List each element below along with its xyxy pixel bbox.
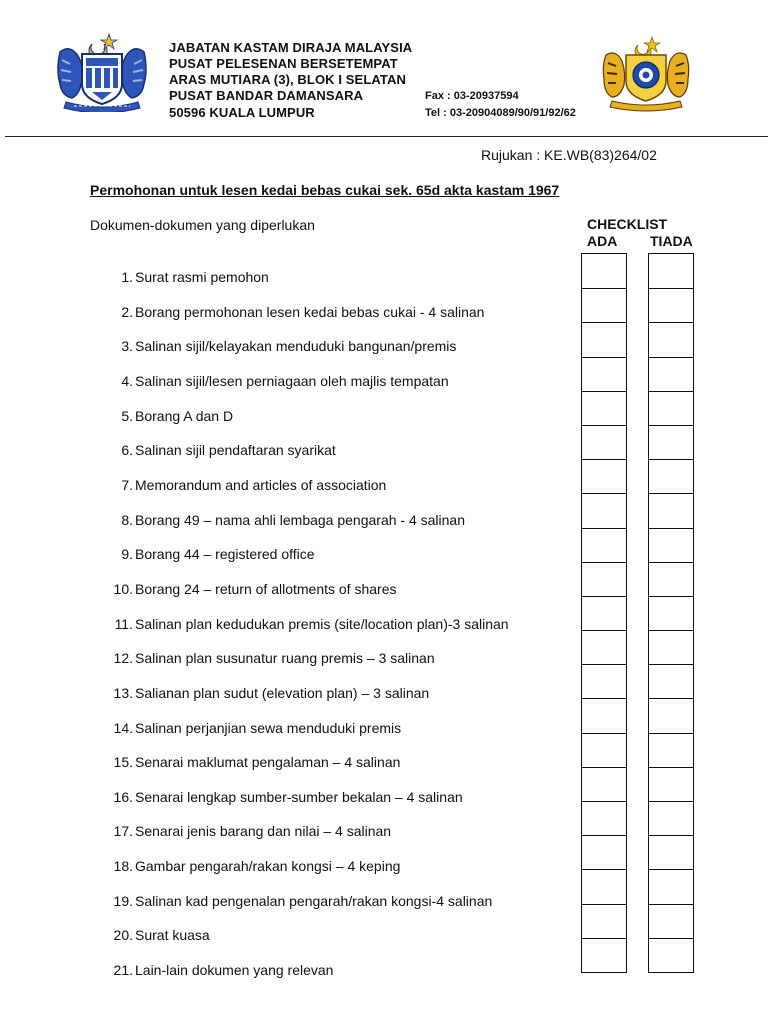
checkbox-tiada[interactable]	[649, 357, 693, 391]
list-item-number: 13.	[113, 684, 133, 701]
list-item	[121, 407, 234, 424]
column-header-tiada: TIADA	[650, 233, 693, 249]
checkbox-tiada[interactable]	[649, 528, 693, 562]
list-item	[113, 927, 210, 944]
checkbox-tiada[interactable]	[649, 869, 693, 903]
list-item-text: Surat kuasa	[135, 927, 210, 944]
checkbox-ada[interactable]	[582, 869, 626, 903]
checkbox-column-ada	[581, 253, 627, 973]
checkbox-ada[interactable]	[582, 801, 626, 835]
list-item-number: 6.	[121, 442, 133, 459]
list-item-number: 16.	[113, 788, 133, 805]
checkbox-ada[interactable]	[582, 322, 626, 356]
checkbox-tiada[interactable]	[649, 938, 693, 972]
checkbox-ada[interactable]	[582, 493, 626, 527]
checkbox-tiada[interactable]	[649, 596, 693, 630]
list-item-number: 12.	[113, 650, 133, 667]
list-item-text: Senarai lengkap sumber-sumber bekalan – 4 salinan	[135, 788, 463, 805]
list-item-number: 18.	[113, 858, 133, 874]
list-item	[121, 476, 387, 493]
checkbox-ada[interactable]	[582, 733, 626, 767]
list-item-text: Borang A dan D	[135, 407, 234, 424]
list-item	[113, 892, 493, 909]
list-item-text: Senarai jenis barang dan nilai – 4 salinan	[135, 823, 392, 840]
list-item	[113, 580, 397, 597]
list-item-text: Salinan plan susunatur ruang premis – 3 salinan	[135, 650, 435, 667]
list-item-number: 4.	[121, 372, 133, 389]
list-item-text: Gambar pengarah/rakan kongsi – 4 keping	[135, 858, 401, 874]
list-item-number: 10.	[113, 580, 133, 597]
list-item-number: 15.	[113, 754, 133, 771]
checkbox-tiada[interactable]	[649, 391, 693, 425]
checkbox-ada[interactable]	[582, 938, 626, 972]
org-address-line: ARAS MUTIARA (3), BLOK I SELATAN	[169, 72, 406, 87]
checkbox-tiada[interactable]	[649, 288, 693, 322]
checkbox-ada[interactable]	[582, 562, 626, 596]
customs-crest-icon	[600, 35, 692, 115]
org-address-line: PUSAT BANDAR DAMANSARA	[169, 88, 364, 103]
list-item	[121, 303, 485, 320]
checkbox-tiada[interactable]	[649, 904, 693, 938]
list-item-text: Salinan sijil/kelayakan menduduki bangunan/premis	[135, 338, 457, 355]
list-item-number: 21.	[113, 962, 133, 978]
list-item-text: Salinan sijil pendaftaran syarikat	[135, 442, 336, 459]
checkbox-tiada[interactable]	[649, 459, 693, 493]
list-item-number: 3.	[121, 338, 133, 355]
list-item-text: Salinan plan kedudukan premis (site/location plan)-3 salinan	[135, 615, 509, 632]
checklist-heading: CHECKLIST	[587, 216, 668, 232]
checkbox-tiada[interactable]	[649, 493, 693, 527]
checkbox-ada[interactable]	[582, 596, 626, 630]
list-item	[113, 788, 463, 805]
list-item-number: 20.	[113, 927, 133, 944]
list-item-number: 2.	[121, 303, 133, 320]
list-item-text: Salianan plan sudut (elevation plan) – 3 salinan	[135, 684, 430, 701]
checkbox-ada[interactable]	[582, 288, 626, 322]
checkbox-ada[interactable]	[582, 357, 626, 391]
list-item-number: 17.	[113, 823, 133, 840]
list-item	[121, 546, 315, 563]
list-item-number: 1.	[121, 269, 133, 285]
list-item	[121, 511, 466, 528]
list-item	[113, 823, 392, 840]
column-header-ada: ADA	[587, 233, 618, 249]
checkbox-ada[interactable]	[582, 835, 626, 869]
checkbox-tiada[interactable]	[649, 425, 693, 459]
list-item-text: Senarai maklumat pengalaman – 4 salinan	[135, 754, 401, 771]
checkbox-ada[interactable]	[582, 425, 626, 459]
list-item-number: 11.	[114, 615, 133, 632]
list-item-number: 7.	[121, 476, 133, 493]
org-name: JABATAN KASTAM DIRAJA MALAYSIA	[169, 40, 413, 55]
list-item	[114, 615, 509, 632]
list-item-number: 5.	[121, 407, 133, 424]
documents-required-label: Dokumen-dokumen yang diperlukan	[90, 217, 315, 233]
list-item-number: 9.	[121, 546, 133, 563]
checkbox-tiada[interactable]	[649, 698, 693, 732]
checkbox-ada[interactable]	[582, 459, 626, 493]
checkbox-tiada[interactable]	[649, 254, 693, 288]
checkbox-tiada[interactable]	[649, 630, 693, 664]
list-item-text: Lain-lain dokumen yang relevan	[135, 962, 334, 978]
list-item-number: 8.	[121, 511, 133, 528]
checkbox-ada[interactable]	[582, 698, 626, 732]
checkbox-ada[interactable]	[582, 630, 626, 664]
fax-number: Fax : 03-20937594	[425, 90, 519, 102]
list-item	[113, 858, 401, 874]
checkbox-tiada[interactable]	[649, 835, 693, 869]
list-item-text: Borang 44 – registered office	[135, 546, 315, 563]
checkbox-ada[interactable]	[582, 664, 626, 698]
header-divider	[5, 136, 768, 137]
malaysia-coat-of-arms-icon	[52, 30, 152, 112]
list-item-text: Surat rasmi pemohon	[135, 269, 269, 285]
checkbox-column-tiada	[648, 253, 694, 973]
checkbox-tiada[interactable]	[649, 562, 693, 596]
list-item	[121, 372, 449, 389]
org-postcode-city: 50596 KUALA LUMPUR	[169, 105, 315, 120]
list-item	[113, 754, 401, 771]
list-item-number: 19.	[113, 892, 133, 909]
checkbox-ada[interactable]	[582, 767, 626, 801]
list-item	[121, 442, 336, 459]
list-item-text: Borang 49 – nama ahli lembaga pengarah - 4 salinan	[135, 511, 466, 528]
checkbox-ada[interactable]	[582, 904, 626, 938]
list-item-text: Memorandum and articles of association	[135, 476, 387, 493]
list-item	[121, 269, 269, 285]
checkbox-tiada[interactable]	[649, 733, 693, 767]
document-title: Permohonan untuk lesen kedai bebas cukai sek. 65d akta kastam 1967	[90, 182, 560, 198]
list-item-text: Borang permohonan lesen kedai bebas cukai - 4 salinan	[135, 303, 485, 320]
list-item	[113, 962, 334, 978]
list-item-text: Salinan perjanjian sewa menduduki premis	[135, 719, 402, 736]
checkbox-ada[interactable]	[582, 254, 626, 288]
list-item	[113, 684, 430, 701]
org-department: PUSAT PELESENAN BERSETEMPAT	[169, 56, 398, 71]
reference-number: Rujukan : KE.WB(83)264/02	[481, 147, 657, 163]
checkbox-ada[interactable]	[582, 391, 626, 425]
phone-number: Tel : 03-20904089/90/91/92/62	[425, 107, 576, 119]
checkbox-ada[interactable]	[582, 528, 626, 562]
list-item	[113, 650, 435, 667]
checkbox-tiada[interactable]	[649, 767, 693, 801]
list-item-number: 14.	[113, 719, 133, 736]
checkbox-tiada[interactable]	[649, 801, 693, 835]
list-item-text: Salinan sijil/lesen perniagaan oleh majlis tempatan	[135, 372, 449, 389]
checkbox-tiada[interactable]	[649, 664, 693, 698]
list-item	[113, 719, 402, 736]
checkbox-tiada[interactable]	[649, 322, 693, 356]
list-item-text: Salinan kad pengenalan pengarah/rakan kongsi-4 salinan	[135, 892, 493, 909]
list-item	[121, 338, 457, 355]
list-item-text: Borang 24 – return of allotments of shares	[135, 580, 397, 597]
